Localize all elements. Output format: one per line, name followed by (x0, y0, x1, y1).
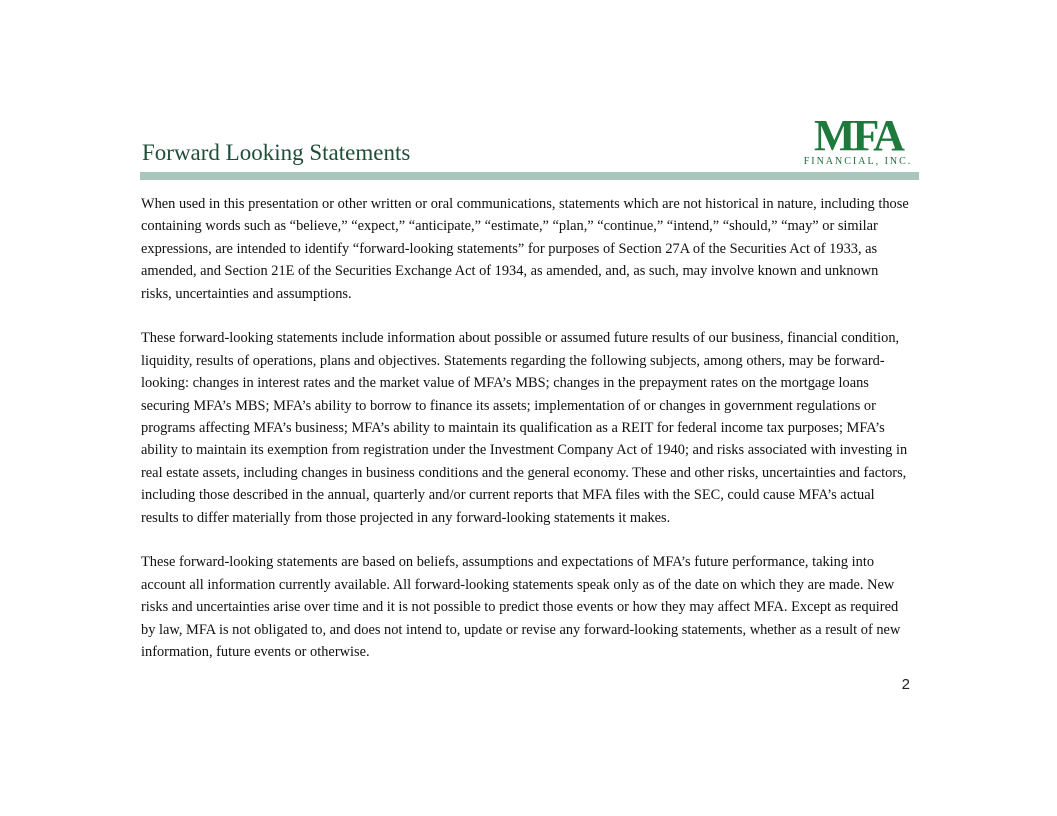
paragraph-risk-subjects: These forward-looking statements include information about possible or assumed future results of our business, financial condition, liquidity, results of operations, plans and objectives. Statements regarding the following subjects, among others, may be forward-looking: changes in interest rates and the market value of MFA’s MBS; changes in the prepayment rates on the mortgage loans securing MFA’s MBS; MFA’s ability to borrow to finance its assets; implementation of or changes in government regulations or programs affecting MFA’s business; MFA’s ability to maintain its qualification as a REIT for federal income tax purposes; MFA’s ability to maintain its exemption from registration under the Investment Company Act of 1940; and risks associated with investing in real estate assets, including changes in business conditions and the general economy. These and other risks, uncertainties and factors, including those described in the annual, quarterly and/or current reports that MFA files with the SEC, could cause MFA’s actual results to differ materially from those projected in any forward-looking statements it makes. (141, 330, 908, 526)
paragraph-no-obligation: These forward-looking statements are based on beliefs, assumptions and expectations of MFA’s future performance, taking into account all information currently available. All forward-looking statements speak only as of the date on which they are made. New risks and uncertainties arise over time and it is not possible to predict those events or how they may affect MFA. Except as required by law, MFA is not obligated to, and does not intend to, update or revise any forward-looking statements, whether as a result of new information, future events or otherwise. (141, 554, 901, 661)
title-divider (140, 172, 919, 180)
paragraph-definitions: When used in this presentation or other written or oral communications, statements which are not historical in nature, including those containing words such as “believe,” “expect,” “anticipate,” “estimate,” “plan,” “continue,” “intend,” “should,” “may” or similar expressions, are intended to identify “forward-looking statements” for purposes of Section 27A of the Securities Act of 1933, as amended, and Section 21E of the Securities Exchange Act of 1934, as amended, and, as such, may involve known and unknown risks, uncertainties and assumptions. (141, 196, 909, 302)
logo-subtitle: FINANCIAL, INC. (803, 156, 913, 167)
company-logo (798, 111, 918, 170)
statement-body (141, 193, 911, 664)
logo-mark: MFA (814, 111, 902, 160)
slide-title: Forward Looking Statements (142, 140, 411, 165)
page-number: 2 (901, 676, 910, 693)
